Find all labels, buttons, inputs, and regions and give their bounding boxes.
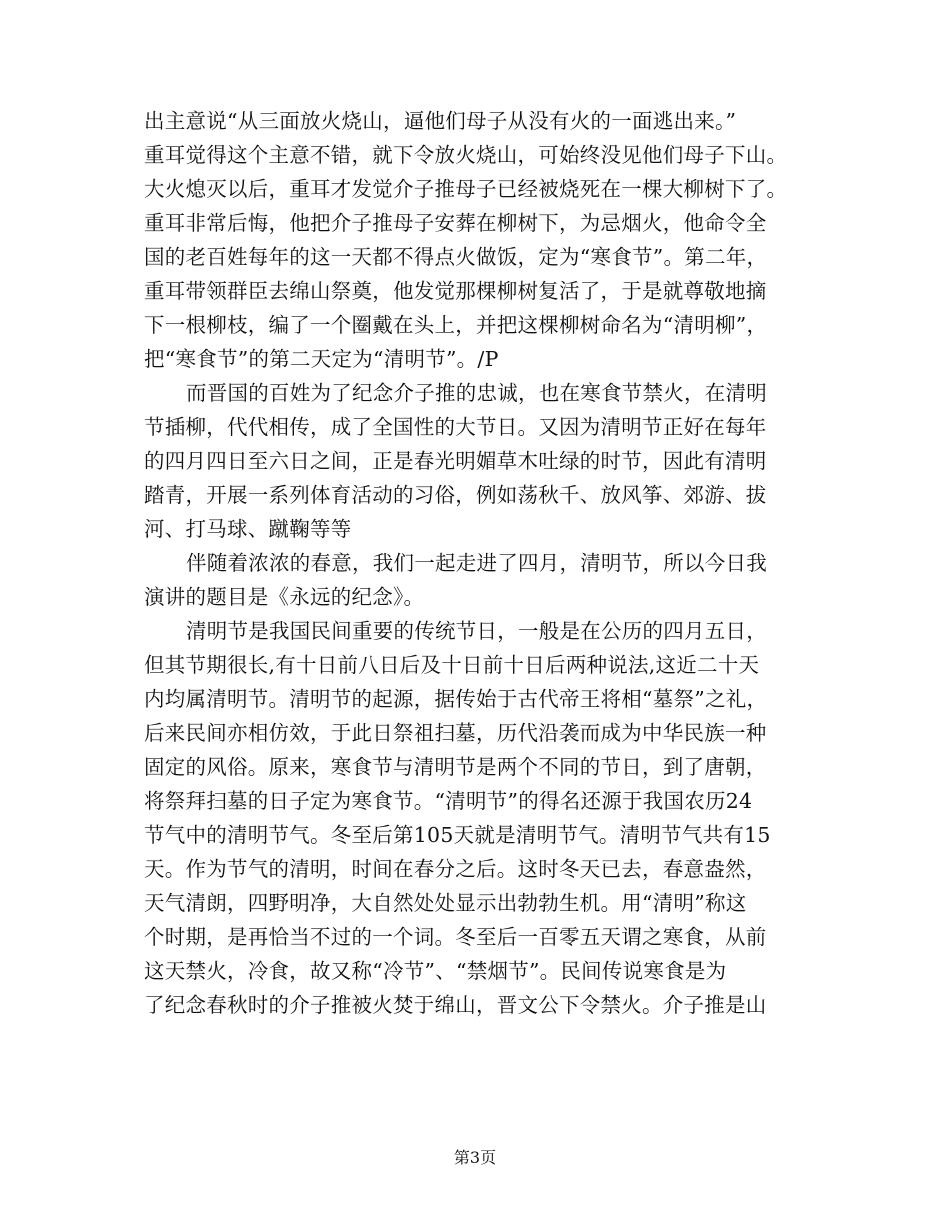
text-line: 内均属清明节。清明节的起源，据传始于古代帝王将相“墓祭”之礼，	[144, 687, 768, 711]
text-line: 天。作为节气的清明，时间在春分之后。这时冬天已去，春意盎然，	[144, 857, 767, 881]
text-line: 的四月四日至六日之间，正是春光明媚草木吐绿的时节，因此有清明	[144, 449, 767, 473]
paragraph-first-line: 清明节是我国民间重要的传统节日，一般是在公历的四月五日，	[186, 619, 767, 643]
text-line: 河、打马球、蹴鞠等等	[144, 517, 352, 541]
text-line: 踏青，开展一系列体育活动的习俗，例如荡秋千、放风筝、郊游、拔	[144, 483, 767, 507]
text-line: 重耳非常后悔，他把介子推母子安葬在柳树下，为忌烟火，他命令全	[144, 211, 767, 235]
text-line: 节插柳，代代相传，成了全国性的大节日。又因为清明节正好在每年	[144, 415, 767, 439]
text-line: 把“寒食节”的第二天定为“清明节”。/P	[144, 347, 499, 371]
text-line: 国的老百姓每年的这一天都不得点火做饭，定为“寒食节”。第二年，	[144, 245, 768, 269]
text-line: 个时期，是再恰当不过的一个词。冬至后一百零五天谓之寒食，从前	[144, 925, 767, 949]
paragraph-first-line: 而晋国的百姓为了纪念介子推的忠诚，也在寒食节禁火，在清明	[186, 381, 767, 405]
paragraph-first-line: 伴随着浓浓的春意，我们一起走进了四月，清明节，所以今日我	[186, 551, 767, 575]
document-body	[144, 104, 806, 1022]
text-line: 固定的风俗。原来，寒食节与清明节是两个不同的节日，到了唐朝，	[144, 755, 767, 779]
page-number: 第3页	[453, 1148, 497, 1167]
text-line: 重耳觉得这个主意不错，就下令放火烧山，可始终没见他们母子下山。	[144, 143, 788, 167]
text-line: 大火熄灭以后，重耳才发觉介子推母子已经被烧死在一棵大柳树下了。	[144, 177, 788, 201]
text-line: 节气中的清明节气。冬至后第105天就是清明节气。清明节气共有15	[144, 823, 771, 847]
text-line: 将祭拜扫墓的日子定为寒食节。“清明节”的得名还源于我国农历24	[144, 789, 753, 813]
text-line: 演讲的题目是《永远的纪念》。	[144, 585, 425, 609]
text-line: 后来民间亦相仿效，于此日祭祖扫墓，历代沿袭而成为中华民族一种	[144, 721, 767, 745]
text-line: 天气清朗，四野明净，大自然处处显示出勃勃生机。用“清明”称这	[144, 891, 747, 915]
text-line: 下一根柳枝，编了一个圈戴在头上，并把这棵柳树命名为“清明柳”，	[144, 313, 768, 337]
text-line: 这天禁火，冷食，故又称“冷节”、“禁烟节”。民间传说寒食是为	[144, 959, 727, 983]
text-line: 了纪念春秋时的介子推被火焚于绵山，晋文公下令禁火。介子推是山	[144, 993, 767, 1017]
text-line: 但其节期很长,有十日前八日后及十日前十日后两种说法,这近二十天	[144, 653, 760, 677]
text-line: 出主意说“从三面放火烧山，逼他们母子从没有火的一面逃出来。”	[144, 109, 737, 133]
text-line: 重耳带领群臣去绵山祭奠，他发觉那棵柳树复活了，于是就尊敬地摘	[144, 279, 767, 303]
